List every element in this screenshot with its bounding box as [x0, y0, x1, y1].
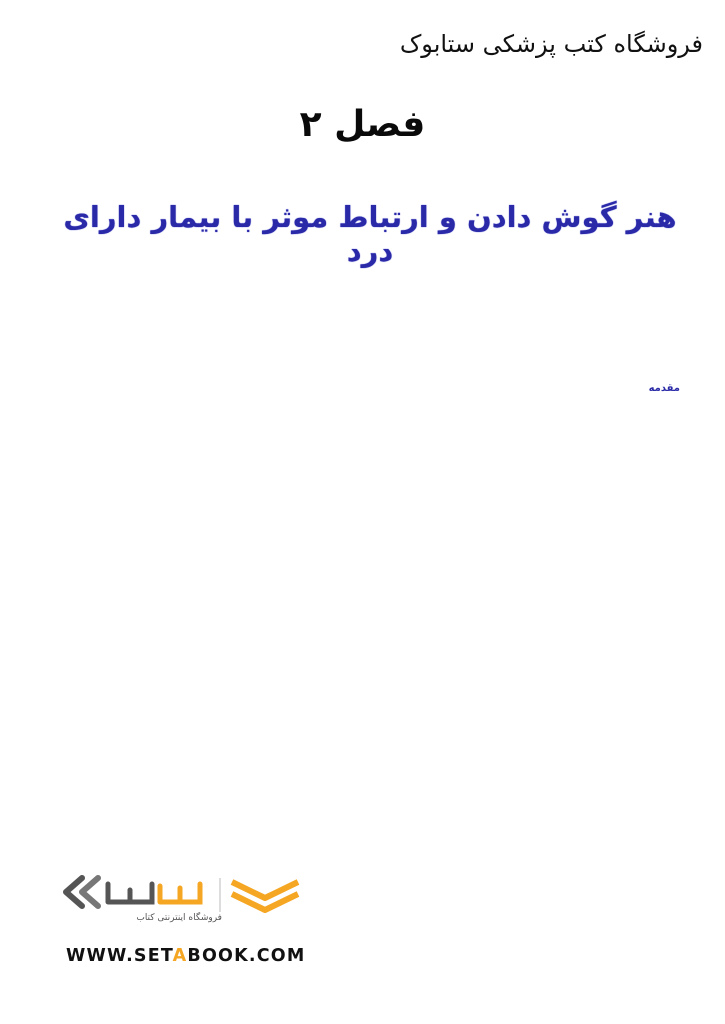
site-url-prefix: WWW.SET [66, 946, 173, 966]
body-column-right [400, 378, 680, 938]
logo-tagline: فروشگاه اینترنتی کتاب [136, 913, 222, 923]
body-column-left [84, 378, 374, 944]
site-url-suffix: BOOK.COM [187, 946, 306, 966]
store-header: فروشگاه کتب پزشکی ستابوک [399, 30, 703, 58]
site-url [66, 946, 305, 966]
setabook-logo-mark [60, 872, 310, 916]
chapter-title: فصل ۲ [299, 104, 426, 145]
section-heading: مقدمه [648, 383, 680, 394]
chapter-subtitle: هنر گوش دادن و ارتباط موثر با بیمار دارای درد [63, 200, 677, 268]
site-url-highlight: A [172, 946, 188, 966]
setabook-logo [60, 872, 310, 936]
